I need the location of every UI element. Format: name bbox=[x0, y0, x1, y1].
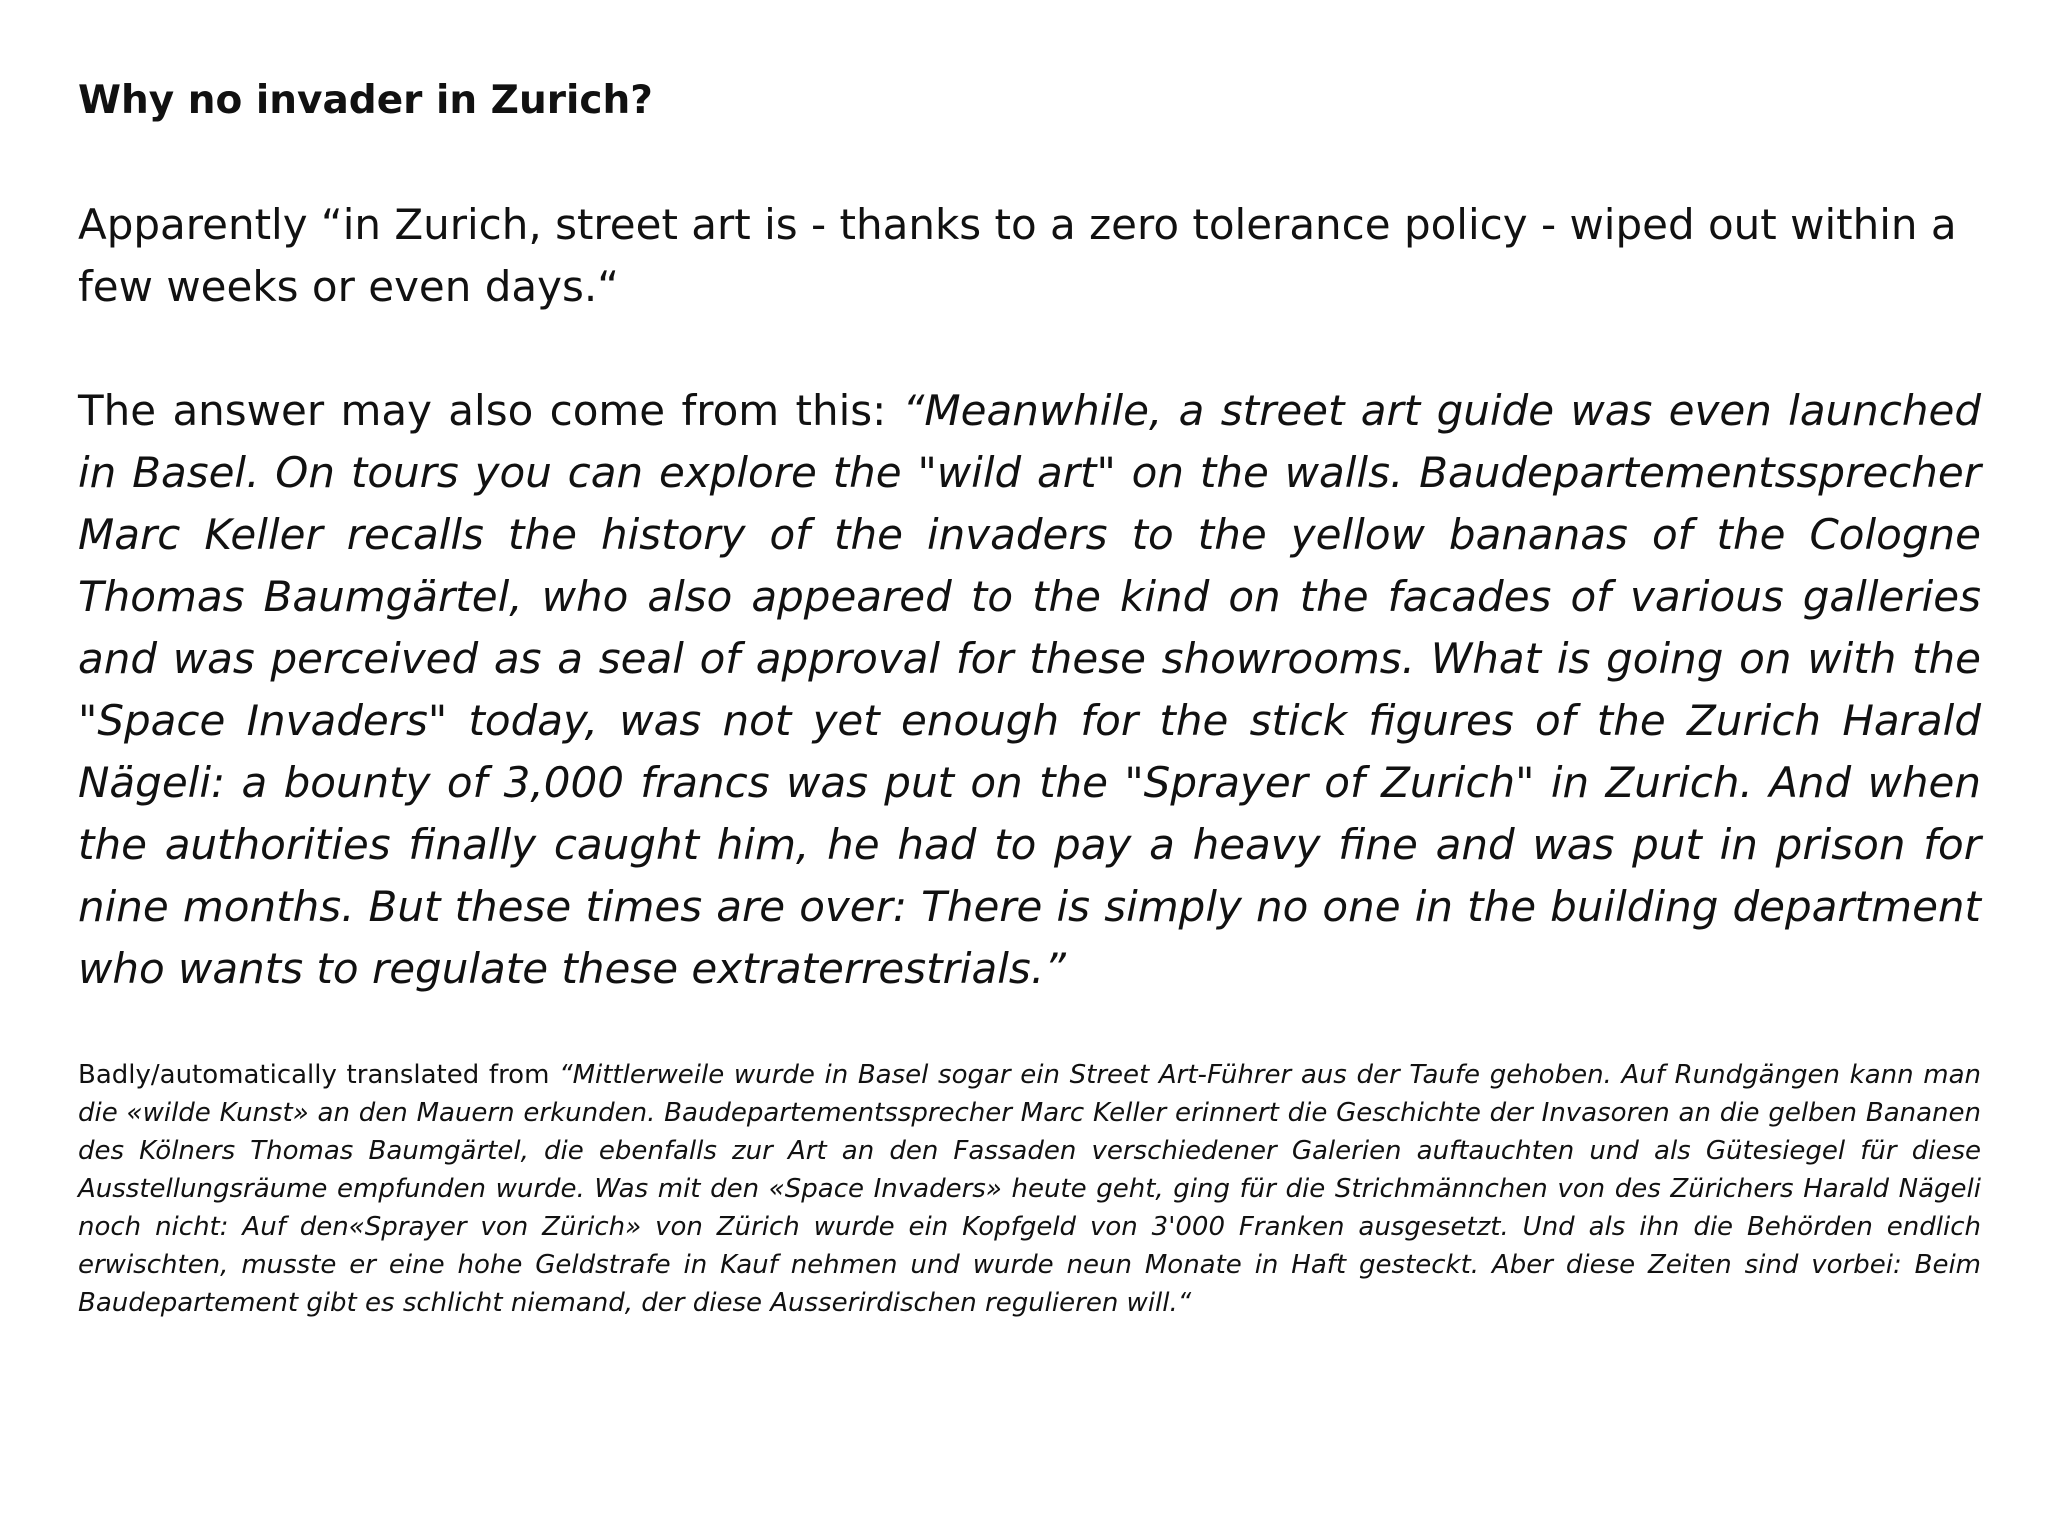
spacer bbox=[78, 318, 1981, 380]
translation-footnote bbox=[78, 1056, 1981, 1322]
spacer bbox=[78, 132, 1981, 194]
paragraph-answer bbox=[78, 380, 1981, 1000]
footnote-quote: “Mittlerweile wurde in Basel sogar ein Street Art-Führer aus der Taufe gehoben. Auf Rundgängen kann man die «wilde Kunst» an den Mauern erkunden. Baudepartementssprecher Marc Keller erinnert die Geschichte der Invasoren an die gelben Bananen des Kölners Thomas Baumgärtel, die ebenfalls zur Art an den Fassaden verschiedener Galerien auftauchten und als Gütesiegel für diese Ausstellungsräume empfunden wurde. Was mit den «Space Invaders» heute geht, ging für die Strichmännchen von des Zürichers Harald Nägeli noch nicht: Auf den«Sprayer von Zürich» von Zürich wurde ein Kopfgeld von 3'000 Franken ausgesetzt. Und als ihn die Behörden endlich erwischten, musste er eine hohe Geldstrafe in Kauf nehmen und wurde neun Monate in Haft gesteckt. Aber diese Zeiten sind vorbei: Beim Baudepartement gibt es schlicht niemand, der diese Ausserirdischen regulieren will.“ bbox=[78, 1060, 1981, 1318]
paragraph-answer-lead: The answer may also come from this: bbox=[78, 386, 903, 435]
paragraph-answer-quote: “Meanwhile, a street art guide was even launched in Basel. On tours you can explore the "wild art" on the walls. Baudepartementssprecher Marc Keller recalls the history of the invaders to the yellow bananas of the Cologne Thomas Baumgärtel, who also appeared to the kind on the facades of various galleries and was perceived as a seal of approval for these showrooms. What is going on with the "Space Invaders" today, was not yet enough for the stick figures of the Zurich Harald Nägeli: a bounty of 3,000 francs was put on the "Sprayer of Zurich" in Zurich. And when the authorities finally caught him, he had to pay a heavy fine and was put in prison for nine months. But these times are over: There is simply no one in the building department who wants to regulate these extraterrestrials.” bbox=[78, 386, 1981, 993]
footnote-lead: Badly/automatically translated from bbox=[78, 1060, 560, 1090]
document-page bbox=[78, 70, 1981, 1322]
spacer bbox=[78, 1000, 1981, 1056]
paragraph-apparently: Apparently “in Zurich, street art is - thanks to a zero tolerance policy - wiped out within a few weeks or even days.“ bbox=[78, 200, 1957, 311]
document-title: Why no invader in Zurich? bbox=[78, 78, 653, 123]
